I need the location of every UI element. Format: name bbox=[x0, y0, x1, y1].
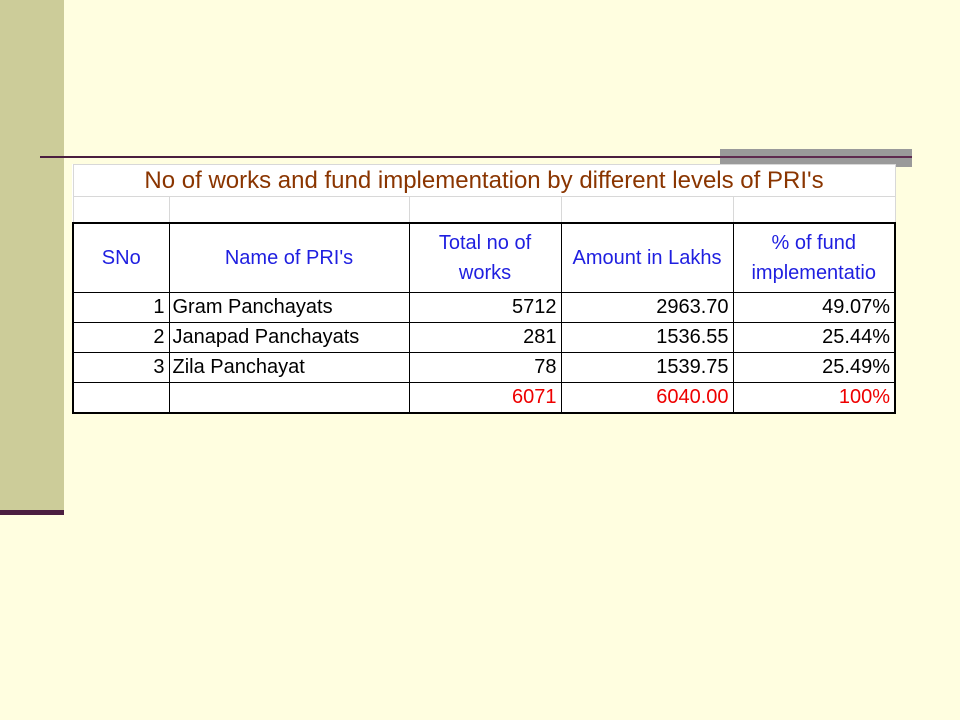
cell-amount: 1536.55 bbox=[561, 323, 733, 353]
header-sno: SNo bbox=[73, 223, 169, 293]
total-percent-sum: 100% bbox=[733, 383, 895, 413]
spacer-cell bbox=[73, 197, 169, 223]
cell-total-works: 5712 bbox=[409, 293, 561, 323]
header-percent: % of fund implementatio bbox=[733, 223, 895, 293]
cell-name: Janapad Panchayats bbox=[169, 323, 409, 353]
cell-percent: 25.44% bbox=[733, 323, 895, 353]
table-title: No of works and fund implementation by different levels of PRI's bbox=[73, 165, 895, 197]
spacer-cell bbox=[561, 197, 733, 223]
table-row bbox=[73, 323, 895, 353]
cell-sno-empty bbox=[73, 383, 169, 413]
header-row bbox=[73, 223, 895, 293]
cell-sno: 1 bbox=[73, 293, 169, 323]
cell-percent: 49.07% bbox=[733, 293, 895, 323]
cell-sno: 3 bbox=[73, 353, 169, 383]
cell-sno: 2 bbox=[73, 323, 169, 353]
spacer-row bbox=[73, 197, 895, 223]
cell-total-works: 78 bbox=[409, 353, 561, 383]
spacer-cell bbox=[733, 197, 895, 223]
spacer-cell bbox=[409, 197, 561, 223]
totals-row bbox=[73, 383, 895, 413]
total-works-sum: 6071 bbox=[409, 383, 561, 413]
header-name: Name of PRI's bbox=[169, 223, 409, 293]
total-amount-sum: 6040.00 bbox=[561, 383, 733, 413]
cell-name: Gram Panchayats bbox=[169, 293, 409, 323]
cell-amount: 1539.75 bbox=[561, 353, 733, 383]
table-row bbox=[73, 293, 895, 323]
cell-name-empty bbox=[169, 383, 409, 413]
table-row bbox=[73, 353, 895, 383]
pri-works-table bbox=[72, 164, 896, 414]
cell-name: Zila Panchayat bbox=[169, 353, 409, 383]
data-table-container bbox=[72, 164, 896, 414]
header-total-works: Total no of works bbox=[409, 223, 561, 293]
spacer-cell bbox=[169, 197, 409, 223]
cell-total-works: 281 bbox=[409, 323, 561, 353]
cell-amount: 2963.70 bbox=[561, 293, 733, 323]
left-decorative-bar bbox=[0, 0, 64, 512]
header-amount: Amount in Lakhs bbox=[561, 223, 733, 293]
title-row bbox=[73, 165, 895, 197]
left-bar-underline bbox=[0, 510, 64, 515]
cell-percent: 25.49% bbox=[733, 353, 895, 383]
